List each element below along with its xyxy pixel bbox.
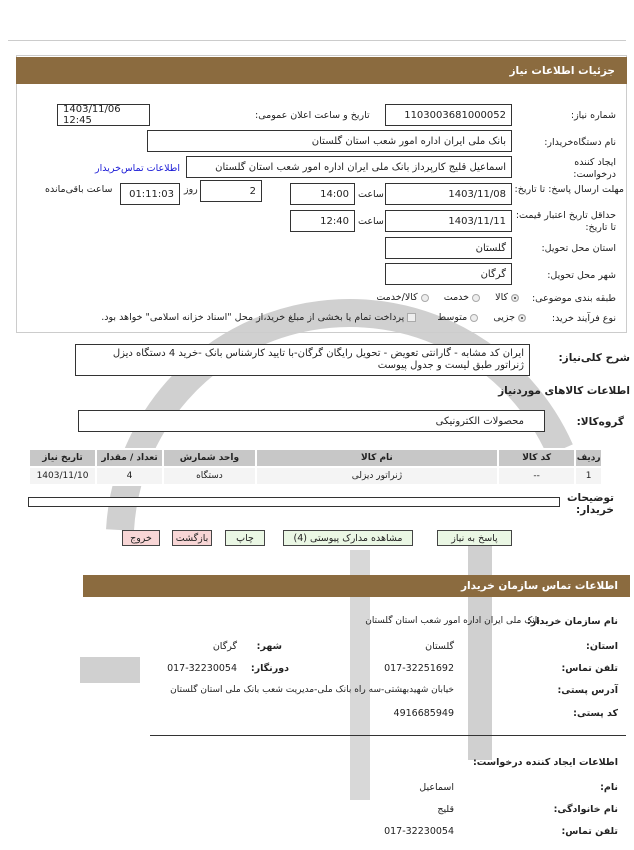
treasury-checkbox[interactable] [407, 313, 416, 322]
need-number-label: شماره نیاز: [570, 110, 616, 121]
announce-label: تاریخ و ساعت اعلان عمومی: [255, 110, 370, 121]
announce-field: 1403/11/06 12:45 [57, 104, 150, 126]
contact-province-label: استان: [586, 641, 618, 652]
top-divider [8, 40, 626, 41]
province-field: گلستان [385, 237, 512, 259]
postal-value: 4916685949 [393, 708, 454, 719]
fax-value: 017-32230054 [167, 663, 237, 674]
phone-value: 017-32251692 [384, 663, 454, 674]
deadline-date-field: 1403/11/08 [385, 183, 512, 205]
creator-section-title: اطلاعات ایجاد کننده درخواست: [472, 757, 618, 768]
col-code: کد کالا [498, 449, 575, 467]
creator-label: ایجاد کننده درخواست: [573, 157, 616, 180]
buyer-notes-label: توضیحات خریدار: [566, 492, 614, 516]
page-title: جزئیات اطلاعات نیاز [16, 57, 627, 84]
family-label: نام خانوادگی: [553, 804, 618, 815]
phone-label: تلفن تماس: [561, 663, 618, 674]
remaining-field: 01:11:03 [120, 183, 180, 205]
contact-city-value: گرگان [212, 641, 237, 652]
col-unit: واحد شمارش [163, 449, 256, 467]
address-label: آدرس پستی: [557, 685, 618, 696]
org-label: نام سازمان خریدار: [527, 616, 618, 627]
fax-label: دورنگار: [250, 663, 289, 674]
radio-minor[interactable]: جزیی [493, 312, 526, 323]
contact-section-title: اطلاعات تماس سازمان خریدار [83, 575, 630, 597]
validity-time-label: ساعت [358, 216, 384, 227]
remaining-label: ساعت باقی‌مانده [45, 184, 113, 195]
description-field: ایران کد مشابه - گارانتی تعویض - تحویل رایگان گرگان-با تایید کارشناس بانک -خرید 4 دستگاه دیزل ژنراتور طبق لیست و جدول پیوست [75, 344, 530, 376]
province-label: استان محل تحویل: [541, 243, 616, 254]
col-qty: تعداد / مقدار [96, 449, 163, 467]
validity-time-field: 12:40 [290, 210, 355, 232]
group-label: گروه‌کالا: [576, 416, 624, 428]
radio-goods[interactable]: کالا [495, 292, 519, 303]
group-field: محصولات الکترونیکی [78, 410, 545, 432]
days-field: 2 [200, 180, 262, 202]
radio-medium[interactable]: متوسط [437, 312, 478, 323]
radio-service[interactable]: خدمت [444, 292, 480, 303]
process-label: نوع فرآیند خرید: [551, 313, 616, 324]
deadline-time-label: ساعت [358, 189, 384, 200]
category-label: طبقه بندی موضوعی: [531, 293, 616, 304]
validity-label: حداقل تاریخ اعتبار قیمت: تا تاریخ: [515, 210, 616, 233]
col-date: تاریخ نیاز [29, 449, 96, 467]
creator-phone-label: تلفن تماس: [561, 826, 618, 837]
print-button[interactable]: چاپ [225, 530, 265, 546]
family-value: قلیج [437, 804, 454, 815]
exit-button[interactable]: خروج [122, 530, 160, 546]
buyer-org-label: نام دستگاه‌خریدار: [544, 137, 616, 148]
col-name: نام کالا [256, 449, 498, 467]
contact-city-label: شهر: [256, 641, 282, 652]
postal-label: کد پستی: [573, 708, 618, 719]
goods-title: اطلاعات کالاهای موردنیاز [498, 385, 630, 397]
buyer-org-field: بانک ملی ایران اداره امور شعب استان گلستان [147, 130, 512, 152]
description-label: شرح کلی‌نیاز: [558, 352, 630, 364]
need-number-field: 1103003681000052 [385, 104, 512, 126]
name-label: نام: [600, 782, 618, 793]
back-button[interactable]: بازگشت [172, 530, 212, 546]
address-value: خیابان شهیدبهشتی-سه راه بانک ملی-مدیریت شعب بانک ملی استان گلستان [170, 685, 454, 695]
org-value: بانک ملی ایران اداره امور شعب استان گلستان [365, 616, 540, 626]
category-radio-group [376, 292, 519, 303]
buyer-notes-field [28, 497, 560, 507]
table-row: 1 -- ژنراتور دیزلی دستگاه 4 1403/11/10 [29, 467, 602, 485]
city-field: گرگان [385, 263, 512, 285]
reply-button[interactable]: پاسخ به نیاز [437, 530, 512, 546]
creator-field: اسماعیل قلیج کارپرداز بانک ملی ایران اداره امور شعب استان گلستان [186, 156, 512, 178]
col-row: ردیف [575, 449, 602, 467]
city-label: شهر محل تحویل: [547, 270, 616, 281]
contact-province-value: گلستان [425, 641, 454, 652]
contact-divider [150, 735, 626, 736]
validity-date-field: 1403/11/11 [385, 210, 512, 232]
name-value: اسماعیل [419, 782, 454, 793]
view-documents-button[interactable]: مشاهده مدارک پیوستی (4) [283, 530, 413, 546]
payment-note: پرداخت تمام یا بخشی از مبلغ خرید،از محل "اسناد خزانه اسلامی" خواهد بود. [101, 312, 405, 323]
deadline-label: مهلت ارسال پاسخ: تا تاریخ: [514, 184, 624, 195]
creator-phone-value: 017-32230054 [384, 826, 454, 837]
process-radio-group [101, 312, 526, 323]
buyer-contact-link[interactable]: اطلاعات تماس‌خریدار [95, 163, 180, 174]
days-label: روز [184, 184, 198, 195]
radio-goods-service[interactable]: کالا/خدمت [376, 292, 428, 303]
table-header [29, 449, 602, 467]
deadline-time-field: 14:00 [290, 183, 355, 205]
goods-table [28, 448, 603, 486]
